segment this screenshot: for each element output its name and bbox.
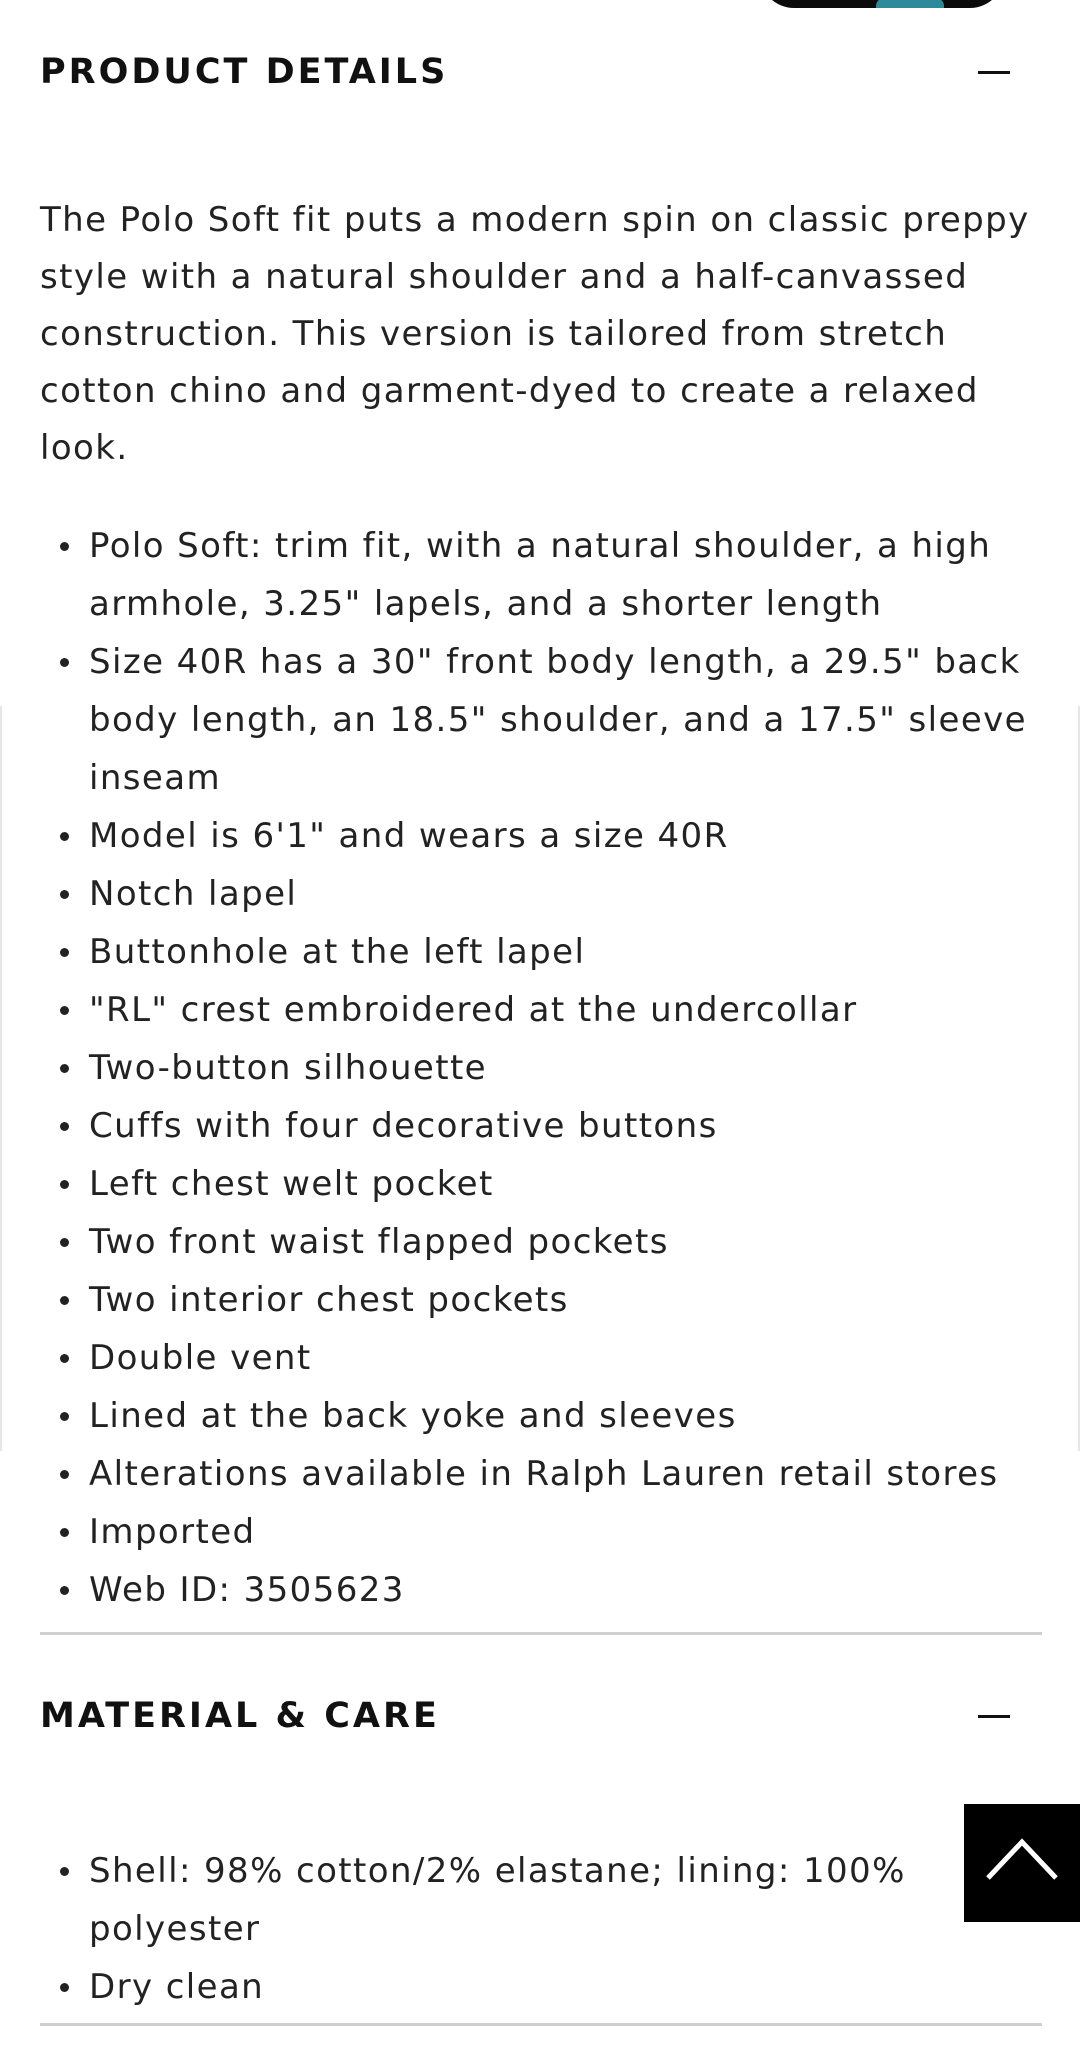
list-item: Buttonhole at the left lapel bbox=[40, 923, 1042, 981]
list-item: Left chest welt pocket bbox=[40, 1155, 1042, 1213]
list-item: Dry clean bbox=[40, 1958, 1042, 2016]
left-edge-scroll-line bbox=[0, 706, 2, 1451]
section-divider bbox=[40, 1632, 1042, 1635]
section-divider bbox=[40, 2023, 1042, 2026]
back-to-top-button[interactable] bbox=[964, 1804, 1080, 1922]
product-details-header[interactable] bbox=[40, 40, 1042, 104]
list-item: Alterations available in Ralph Lauren retail stores bbox=[40, 1445, 1042, 1503]
product-details-section bbox=[40, 40, 1042, 1619]
product-details-title: PRODUCT DETAILS bbox=[40, 52, 449, 92]
partial-top-button[interactable] bbox=[760, 0, 1004, 8]
list-item: Polo Soft: trim fit, with a natural shoulder, a high armhole, 3.25" lapels, and a shorter length bbox=[40, 517, 1042, 633]
partial-top-button-accent bbox=[876, 0, 944, 8]
chevron-up-icon bbox=[984, 1834, 1060, 1882]
list-item: Two front waist flapped pockets bbox=[40, 1213, 1042, 1271]
list-item: Size 40R has a 30" front body length, a 29.5" back body length, an 18.5" shoulder, and a 17.5" sleeve inseam bbox=[40, 633, 1042, 807]
list-item: Shell: 98% cotton/2% elastane; lining: 100% polyester bbox=[40, 1842, 1042, 1958]
list-item: Imported bbox=[40, 1503, 1042, 1561]
list-item: Double vent bbox=[40, 1329, 1042, 1387]
product-description: The Polo Soft fit puts a modern spin on classic preppy style with a natural shoulder and a half-canvassed construction. This version is tailored from stretch cotton chino and garment-dyed to create a relaxed look. bbox=[40, 200, 1030, 468]
material-care-header[interactable] bbox=[40, 1684, 1042, 1748]
material-care-section bbox=[40, 1684, 1042, 2016]
material-care-list bbox=[40, 1842, 1042, 2016]
list-item: Two interior chest pockets bbox=[40, 1271, 1042, 1329]
minus-icon[interactable] bbox=[978, 1706, 1010, 1726]
list-item: Two-button silhouette bbox=[40, 1039, 1042, 1097]
list-item: Web ID: 3505623 bbox=[40, 1561, 1042, 1619]
product-details-list bbox=[40, 517, 1042, 1619]
list-item: Lined at the back yoke and sleeves bbox=[40, 1387, 1042, 1445]
list-item: Notch lapel bbox=[40, 865, 1042, 923]
list-item: "RL" crest embroidered at the undercollar bbox=[40, 981, 1042, 1039]
list-item: Cuffs with four decorative buttons bbox=[40, 1097, 1042, 1155]
material-care-title: MATERIAL & CARE bbox=[40, 1696, 440, 1736]
list-item: Model is 6'1" and wears a size 40R bbox=[40, 807, 1042, 865]
minus-icon[interactable] bbox=[978, 62, 1010, 82]
